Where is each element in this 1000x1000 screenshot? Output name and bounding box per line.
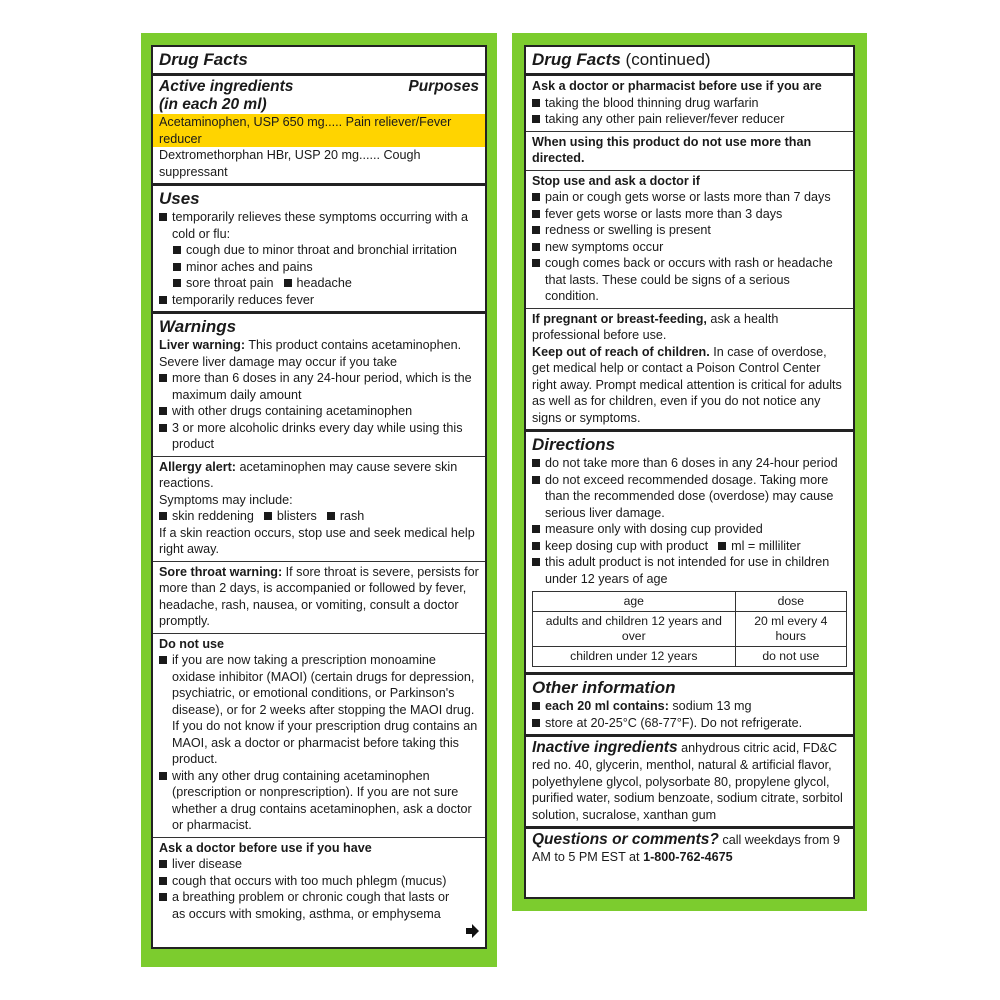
table-header-dose: dose <box>735 592 846 612</box>
directions-item: ml = milliliter <box>718 538 801 555</box>
purposes-heading: Purposes <box>408 78 479 95</box>
directions-item: measure only with dosing cup provided <box>532 521 847 538</box>
stop-use-item: pain or cough gets worse or lasts more than 7 days <box>532 189 847 206</box>
ask-pharmacist-item: taking any other pain reliever/fever reducer <box>532 111 847 128</box>
do-not-use-item: with any other drug containing acetaminophen (prescription or nonprescription). If you are not sure whether a drug contains acetaminophen, ask a doctor or pharmacist. <box>159 768 479 834</box>
stop-use-item: redness or swelling is present <box>532 222 847 239</box>
ask-doctor-title: Ask a doctor before use if you have <box>159 840 372 855</box>
table-cell-age: children under 12 years <box>533 647 736 667</box>
ask-doctor-item: cough that occurs with too much phlegm (mucus) <box>159 873 479 890</box>
sore-throat-warning <box>153 562 485 634</box>
symptom: blisters <box>264 508 317 525</box>
active-ingredients-section <box>153 76 485 186</box>
symptom: skin reddening <box>159 508 254 525</box>
pregnancy-label: If pregnant or breast-feeding, <box>532 311 707 326</box>
stop-use-item: new symptoms occur <box>532 239 847 256</box>
table-row <box>533 612 847 647</box>
when-using-section <box>526 132 853 171</box>
drug-facts-box-right <box>524 45 855 899</box>
symptoms-intro: Symptoms may include: <box>159 492 293 507</box>
symptom: rash <box>327 508 365 525</box>
uses-subitem: headache <box>284 275 352 292</box>
uses-item: temporarily relieves these symptoms occurring with a cold or flu: <box>159 209 479 242</box>
uses-section <box>153 186 485 314</box>
table-cell-age: adults and children 12 years and over <box>533 612 736 647</box>
ask-doctor-item: a breathing problem or chronic cough that lasts or as occurs with smoking, asthma, or emphysema <box>159 889 479 922</box>
directions-item: do not exceed recommended dosage. Taking more than the recommended dose (overdose) may cause serious liver damage. <box>532 472 847 522</box>
warnings-liver <box>153 314 485 457</box>
table-header-age: age <box>533 592 736 612</box>
arrow-right-icon <box>465 924 479 941</box>
stop-use-section <box>526 171 853 309</box>
other-information-title: Other information <box>532 678 676 697</box>
other-information-section <box>526 675 853 737</box>
directions-item: keep dosing cup with product <box>532 538 708 555</box>
inactive-ingredients-title: Inactive ingredients <box>532 739 678 756</box>
other-info-item: store at 20-25°C (68-77°F). Do not refrigerate. <box>532 715 847 732</box>
uses-title: Uses <box>159 189 200 208</box>
ask-pharmacist-title: Ask a doctor or pharmacist before use if you are <box>532 79 822 93</box>
other-info-text: sodium 13 mg <box>668 699 752 713</box>
symptoms-row <box>159 508 479 525</box>
table-cell-dose: do not use <box>735 647 846 667</box>
drug-facts-continued-header <box>526 47 853 76</box>
ask-pharmacist-section <box>526 76 853 132</box>
continued-label: (continued) <box>625 50 711 69</box>
directions-title: Directions <box>532 435 616 454</box>
phone-number[interactable]: 1-800-762-4675 <box>643 850 733 864</box>
inactive-ingredients-text: anhydrous citric acid, FD&C red no. 40, glycerin, menthol, natural & artificial flavor, polyethylene glycol, polysorbate 80, propylene glycol, purified water, sodium benzoate, sodium citrate, sorbitol solution, sucralose, xanthan gum <box>532 741 843 822</box>
when-using-text: When using this product do not use more than directed. <box>532 134 812 165</box>
allergy-alert <box>153 457 485 562</box>
uses-item: temporarily reduces fever <box>159 292 479 309</box>
dosing-table <box>532 591 847 667</box>
uses-subitem: sore throat pain <box>173 275 274 292</box>
liver-item: with other drugs containing acetaminophen <box>159 403 479 420</box>
ingredient-dextromethorphan: Dextromethorphan HBr, USP 20 mg...... Cough suppressant <box>159 148 421 179</box>
drug-facts-title: Drug Facts <box>532 50 621 69</box>
left-panel <box>141 33 497 967</box>
allergy-label: Allergy alert: <box>159 459 236 474</box>
do-not-use-title: Do not use <box>159 636 225 651</box>
liver-warning-label: Liver warning: <box>159 338 246 352</box>
right-panel <box>512 33 867 911</box>
do-not-use-item: if you are now taking a prescription monoamine oxidase inhibitor (MAOI) (certain drugs for depression, psychiatric, or emotional conditions, or Parkinson's disease), or for 2 weeks after stopping the MAOI drug. If you do not know if your prescription drug contains an MAOI, ask a doctor or pharmacist before taking this product. <box>159 652 479 768</box>
active-ingredients-subheading: (in each 20 ml) <box>159 96 267 113</box>
warnings-title: Warnings <box>159 317 237 336</box>
uses-subitem: cough due to minor throat and bronchial irritation <box>173 242 479 259</box>
liver-item: more than 6 doses in any 24-hour period, which is the maximum daily amount <box>159 370 479 403</box>
directions-section <box>526 432 853 675</box>
keep-out-label: Keep out of reach of children. <box>532 344 710 359</box>
table-header-row <box>533 592 847 612</box>
liver-warning-text: This product contains acetaminophen. Severe liver damage may occur if you take <box>159 338 462 369</box>
pregnancy-text: ask a health professional before use. <box>532 311 779 342</box>
drug-facts-box-left <box>151 45 487 949</box>
questions-section <box>526 829 853 869</box>
sore-throat-label: Sore throat warning: <box>159 564 283 579</box>
keep-out-text: In case of overdose, get medical help or contact a Poison Control Center right away. Prompt medical attention is critical for adults as well as for children, even if you do not notice any signs or symptoms. <box>532 344 842 425</box>
allergy-text: acetaminophen may cause severe skin reactions. <box>159 459 458 490</box>
sore-throat-text: If sore throat is severe, persists for more than 2 days, is accompanied or followed by fever, headache, rash, nausea, or vomiting, consult a doctor promptly. <box>159 564 479 628</box>
stop-use-item: cough comes back or occurs with rash or headache that lasts. These could be signs of a serious condition. <box>532 255 847 305</box>
stop-use-item: fever gets worse or lasts more than 3 days <box>532 206 847 223</box>
drug-facts-header <box>153 47 485 76</box>
questions-text: call weekdays from 9 AM to 5 PM EST at <box>532 833 840 864</box>
directions-item-row <box>532 538 847 555</box>
table-cell-dose: 20 ml every 4 hours <box>735 612 846 647</box>
allergy-after: If a skin reaction occurs, stop use and seek medical help right away. <box>159 525 475 556</box>
other-info-label: each 20 ml contains: <box>545 699 669 713</box>
inactive-ingredients-section <box>526 737 853 829</box>
pregnancy-keep-out-section <box>526 309 853 433</box>
ask-doctor-item: liver disease <box>159 856 479 873</box>
drug-facts-title: Drug Facts <box>159 50 248 69</box>
directions-item: this adult product is not intended for use in children under 12 years of age <box>532 554 847 587</box>
table-row <box>533 647 847 667</box>
uses-subitem: minor aches and pains <box>173 259 479 276</box>
do-not-use-section <box>153 634 485 838</box>
questions-title: Questions or comments? <box>532 831 719 848</box>
directions-item: do not take more than 6 doses in any 24-hour period <box>532 455 847 472</box>
stop-use-title: Stop use and ask a doctor if <box>532 173 700 188</box>
ask-doctor-section <box>153 838 485 926</box>
ask-pharmacist-item: taking the blood thinning drug warfarin <box>532 95 847 112</box>
ingredient-acetaminophen: Acetaminophen, USP 650 mg..... Pain reliever/Fever reducer <box>153 114 485 147</box>
active-ingredients-heading: Active ingredients <box>159 78 294 95</box>
uses-subitem-row <box>173 275 479 292</box>
liver-item: 3 or more alcoholic drinks every day while using this product <box>159 420 479 453</box>
